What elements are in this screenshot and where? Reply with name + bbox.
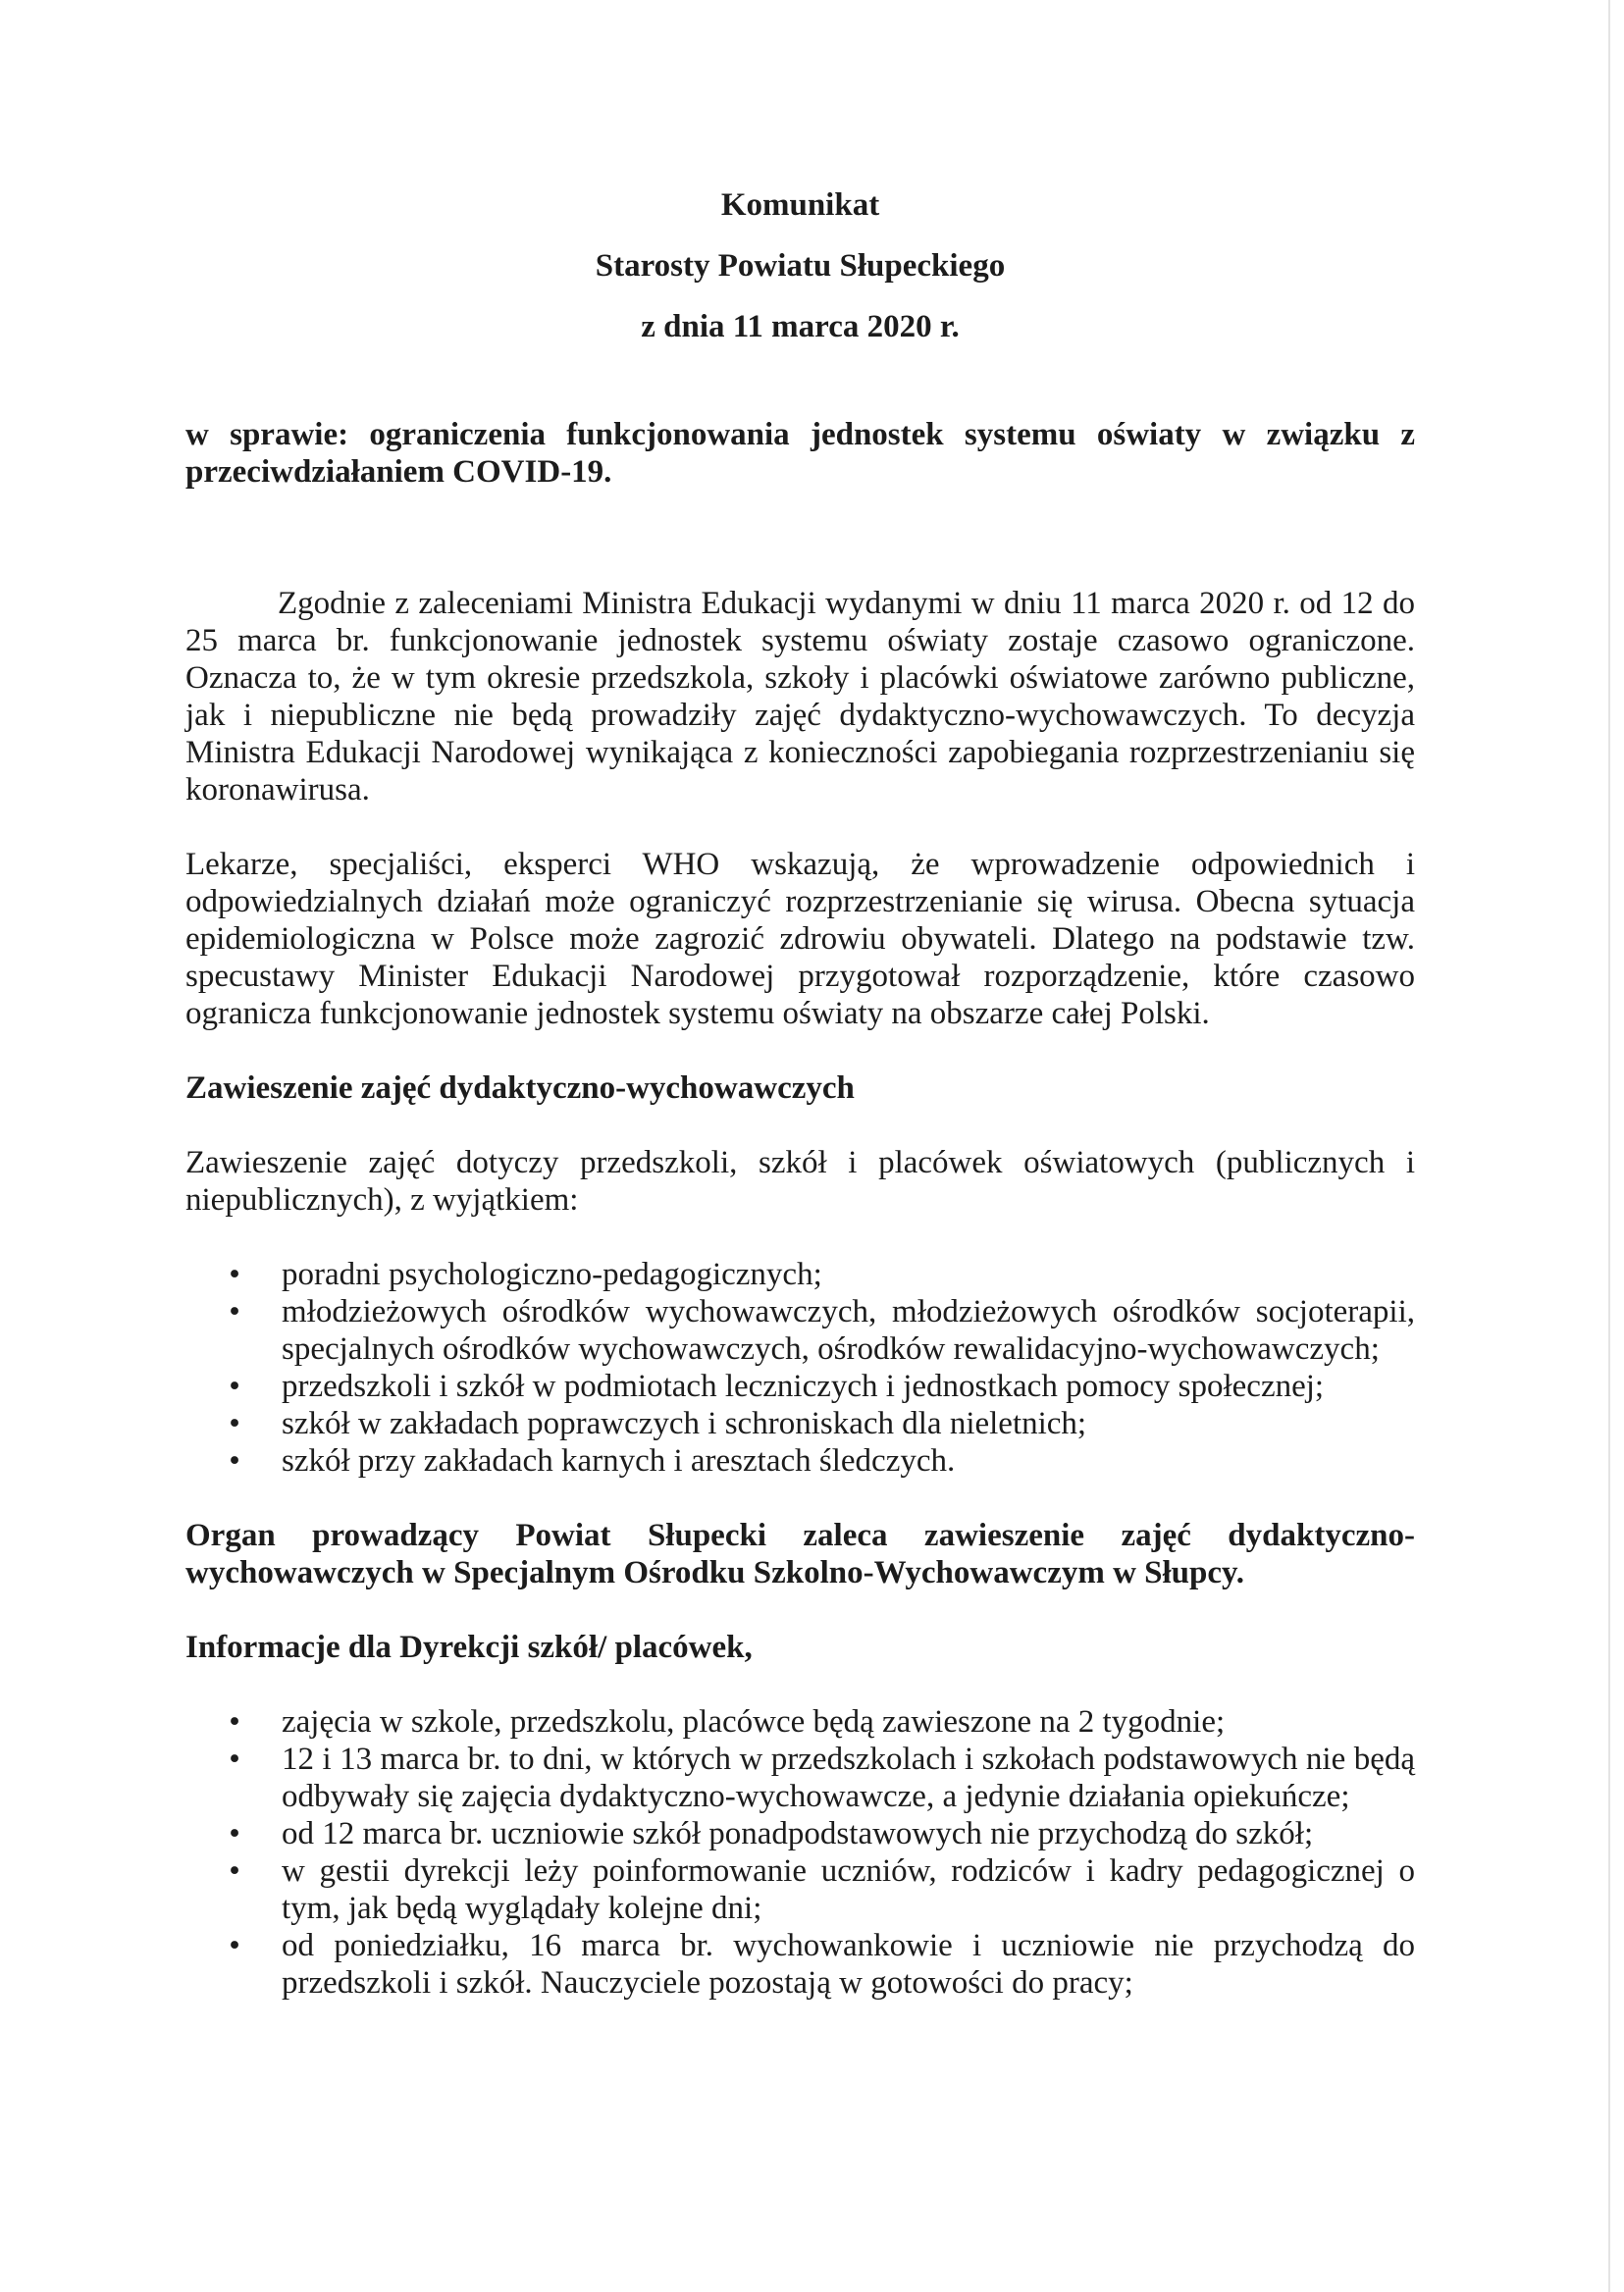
list-item-text: od 12 marca br. uczniowie szkół ponadpodstawowych nie przychodzą do szkół; [282,1816,1314,1851]
document-body [185,186,1415,2002]
section-title-directors: Informacje dla Dyrekcji szkół/ placówek, [185,1630,753,1665]
list-item [185,1815,1415,1852]
list-item-text: od poniedziałku, 16 marca br. wychowankowie i uczniowie nie przychodzą do przedszkoli i szkół. Nauczyciele pozostają w gotowości do pracy; [282,1928,1415,2001]
subject-line: w sprawie: ograniczenia funkcjonowania jednostek systemu oświaty w związku z przeciwdziałaniem COVID-19. [185,417,1415,490]
list-item [185,1703,1415,1741]
list-item [185,1368,1415,1405]
bullet-icon: • [229,1816,240,1851]
list-item-text: w gestii dyrekcji leży poinformowanie uczniów, rodziców i kadry pedagogicznej o tym, jak będą wyglądały kolejne dni; [282,1853,1415,1926]
list-item-text: zajęcia w szkole, przedszkolu, placówce będą zawieszone na 2 tygodnie; [282,1704,1226,1740]
list-item-text: szkół w zakładach poprawczych i schroniskach dla nieletnich; [282,1406,1087,1441]
bullet-icon: • [229,1928,240,1963]
bullet-icon: • [229,1294,240,1329]
list-item [185,1927,1415,2002]
list-item-text: przedszkoli i szkół w podmiotach leczniczych i jednostkach pomocy społecznej; [282,1369,1325,1404]
list-item-text: 12 i 13 marca br. to dni, w których w przedszkolach i szkołach podstawowych nie będą odbywały się zajęcia dydaktyczno-wychowawcze, a jedynie działania opiekuńcze; [282,1742,1415,1814]
paragraph-who: Lekarze, specjaliści, eksperci WHO wskazują, że wprowadzenie odpowiednich i odpowiedzialnych działań może ograniczyć rozprzestrzenianie się wirusa. Obecna sytuacja epidemiologiczna w Polsce może zagrozić zdrowiu obywateli. Dlatego na podstawie tzw. specustawy Minister Edukacji Narodowej przygotował rozporządzenie, które czasowo ogranicza funkcjonowanie jednostek systemu oświaty na obszarze całej Polski. [185,847,1415,1031]
list-item [185,1741,1415,1815]
list-item-text: młodzieżowych ośrodków wychowawczych, młodzieżowych ośrodków socjoterapii, specjalnych ośrodków wychowawczych, ośrodków rewalidacyjno-wychowawczych; [282,1294,1415,1367]
document-heading [185,186,1415,345]
scan-edge-line [1608,0,1610,2292]
section-title-suspension: Zawieszenie zajęć dydaktyczno-wychowawczych [185,1070,855,1106]
heading-title: Komunikat [720,187,880,223]
list-item-text: poradni psychologiczno-pedagogicznych; [282,1257,822,1292]
organ-statement: Organ prowadzący Powiat Słupecki zaleca zawieszenie zajęć dydaktyczno-wychowawczych w Specjalnym Ośrodku Szkolno-Wychowawczym w Słupcy. [185,1518,1415,1590]
list-item [185,1405,1415,1442]
bullet-icon: • [229,1443,240,1479]
list-item [185,1852,1415,1927]
list-item [185,1256,1415,1293]
bullet-icon: • [229,1369,240,1404]
heading-date: z dnia 11 marca 2020 r. [641,309,960,344]
exceptions-list [185,1256,1415,1480]
paragraph-intro: Zgodnie z zaleceniami Ministra Edukacji wydanymi w dniu 11 marca 2020 r. od 12 do 25 marca br. funkcjonowanie jednostek systemu oświaty zostaje czasowo ograniczone. Oznacza to, że w tym okresie przedszkola, szkoły i placówki oświatowe zarówno publiczne, jak i niepubliczne nie będą prowadziły zajęć dydaktyczno-wychowawczych. To decyzja Ministra Edukacji Narodowej wynikająca z konieczności zapobiegania rozprzestrzenianiu się koronawirusa. [185,586,1415,807]
heading-issuer: Starosty Powiatu Słupeckiego [595,248,1006,284]
bullet-icon: • [229,1853,240,1889]
bullet-icon: • [229,1257,240,1292]
directors-info-list [185,1703,1415,2002]
section-intro-suspension: Zawieszenie zajęć dotyczy przedszkoli, szkół i placówek oświatowych (publicznych i niepublicznych), z wyjątkiem: [185,1145,1415,1218]
bullet-icon: • [229,1406,240,1441]
list-item [185,1442,1415,1480]
list-item-text: szkół przy zakładach karnych i aresztach śledczych. [282,1443,956,1479]
list-item [185,1293,1415,1368]
bullet-icon: • [229,1742,240,1777]
bullet-icon: • [229,1704,240,1740]
